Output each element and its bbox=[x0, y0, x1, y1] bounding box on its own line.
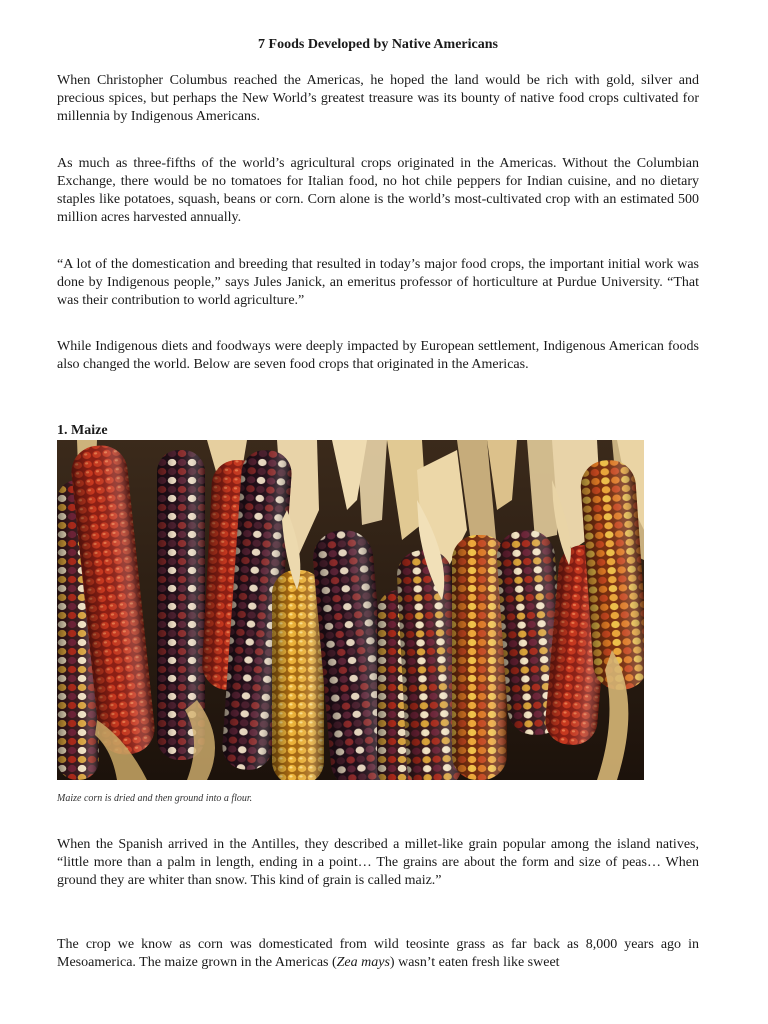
paragraph-intro: When Christopher Columbus reached the Americas, he hoped the land would be rich with gold, silver and precious spices, but perhaps the New World’s greatest treasure was its bounty of native food crops cultivated for millennia by Indigenous Americans. bbox=[57, 73, 699, 124]
document-title: 7 Foods Developed by Native Americans bbox=[258, 37, 498, 52]
paragraph-crops-origin: As much as three-fifths of the world’s agricultural crops originated in the Americas. Without the Columbian Exchange, there would be no tomatoes for Italian food, no hot chile peppers for Indian cuisine, and no dietary staples like potatoes, squash, beans or corn. Corn alone is the world’s most-cultivated crop with an estimated 500 million acres harvested annually. bbox=[57, 156, 699, 225]
paragraph-text-end: ) wasn’t eaten fresh like sweet bbox=[389, 955, 560, 970]
maize-photo bbox=[57, 440, 644, 780]
paragraph-quote: “A lot of the domestication and breeding that resulted in today’s major food crops, the important initial work was done by Indigenous people,” says Jules Janick, an emeritus professor of horticulture at Purdue University. “That was their contribution to world agriculture.” bbox=[57, 257, 699, 308]
paragraph-text-start: The crop we know as corn was domesticated from wild teosinte grass as far back as 8,000 years ago in Mesoamerica. The maize grown in the Americas ( bbox=[57, 937, 699, 970]
paragraph-spanish-antilles: When the Spanish arrived in the Antilles, they described a millet-like grain popular among the island natives, “little more than a palm in length, ending in a point… The grains are about the form and size of peas… When ground they are whiter than snow. This kind of grain is called maiz.” bbox=[57, 837, 699, 888]
section-heading-maize: 1. Maize bbox=[57, 423, 108, 438]
image-caption: Maize corn is dried and then ground into a flour. bbox=[57, 793, 253, 804]
scientific-name: Zea mays bbox=[336, 955, 390, 970]
paragraph-domestication bbox=[57, 936, 699, 972]
paragraph-impact: While Indigenous diets and foodways were deeply impacted by European settlement, Indigenous American foods also changed the world. Below are seven food crops that originated in the Americas. bbox=[57, 339, 699, 372]
